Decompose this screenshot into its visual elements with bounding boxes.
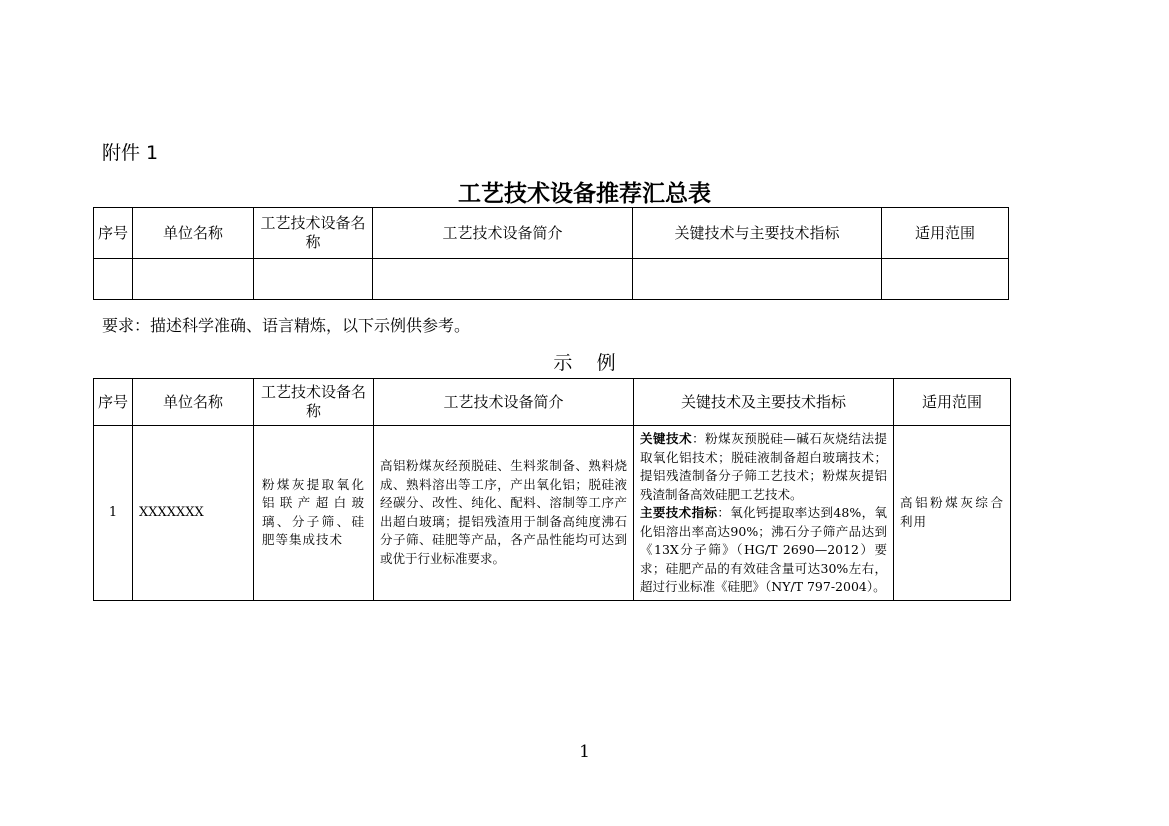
page-number: 1 bbox=[579, 742, 590, 762]
row-seq: 1 bbox=[94, 426, 133, 601]
example-label: 示 例 bbox=[553, 352, 616, 374]
example-table bbox=[93, 378, 1011, 601]
row-intro: 高铝粉煤灰经预脱硅、生料浆制备、熟料烧成、熟料溶出等工序，产出氧化铝；脱硅液经碳分、改性、纯化、配料、溶制等工序产出超白玻璃；提铝残渣用于制备高纯度沸石分子筛、硅肥等产品，各产品性能均可达到或优于行业标准要求。 bbox=[374, 426, 634, 601]
empty-cell bbox=[94, 259, 133, 300]
indicator-text: ：氧化钙提取率达到48%，氧化铝溶出率高达90%；沸石分子筛产品达到《13X分子筛》（HG/T 2690—2012）要求；硅肥产品的有效硅含量可达30%左右，超过行业标准《硅肥》（NY/T 797-2004）。 bbox=[640, 505, 887, 594]
header-intro: 工艺技术设备简介 bbox=[374, 379, 634, 426]
row-unit: XXXXXXX bbox=[133, 426, 254, 601]
header-scope: 适用范围 bbox=[894, 379, 1011, 426]
empty-cell bbox=[633, 259, 882, 300]
empty-cell bbox=[133, 259, 254, 300]
summary-header-row bbox=[94, 208, 1009, 259]
summary-table bbox=[93, 207, 1009, 300]
example-row bbox=[94, 426, 1011, 601]
empty-cell bbox=[254, 259, 373, 300]
empty-cell bbox=[882, 259, 1009, 300]
header-name: 工艺技术设备名称 bbox=[254, 379, 374, 426]
header-scope: 适用范围 bbox=[882, 208, 1009, 259]
example-heading bbox=[0, 348, 1169, 375]
empty-cell bbox=[373, 259, 633, 300]
summary-empty-row bbox=[94, 259, 1009, 300]
header-key-tech: 关键技术及主要技术指标 bbox=[634, 379, 894, 426]
row-key-tech bbox=[634, 426, 894, 601]
header-key-tech: 关键技术与主要技术指标 bbox=[633, 208, 882, 259]
header-seq: 序号 bbox=[94, 208, 133, 259]
header-unit: 单位名称 bbox=[133, 379, 254, 426]
row-name: 粉煤灰提取氧化铝联产超白玻璃、分子筛、硅肥等集成技术 bbox=[254, 426, 374, 601]
requirement-note: 要求：描述科学准确、语言精炼，以下示例供参考。 bbox=[102, 316, 471, 335]
key-tech-label: 关键技术 bbox=[640, 431, 693, 446]
header-intro: 工艺技术设备简介 bbox=[373, 208, 633, 259]
header-unit: 单位名称 bbox=[133, 208, 254, 259]
key-tech-text: ：粉煤灰预脱硅—碱石灰烧结法提取氧化铝技术；脱硅液制备超白玻璃技术；提铝残渣制备分子筛工艺技术；粉煤灰提铝残渣制备高效硅肥工艺技术。 bbox=[640, 431, 887, 502]
example-header-row bbox=[94, 379, 1011, 426]
header-name: 工艺技术设备名称 bbox=[254, 208, 373, 259]
attachment-label: 附件 1 bbox=[102, 142, 159, 164]
header-seq: 序号 bbox=[94, 379, 133, 426]
page-title: 工艺技术设备推荐汇总表 bbox=[458, 180, 711, 207]
row-scope: 高铝粉煤灰综合利用 bbox=[894, 426, 1011, 601]
indicator-label: 主要技术指标 bbox=[640, 505, 718, 520]
